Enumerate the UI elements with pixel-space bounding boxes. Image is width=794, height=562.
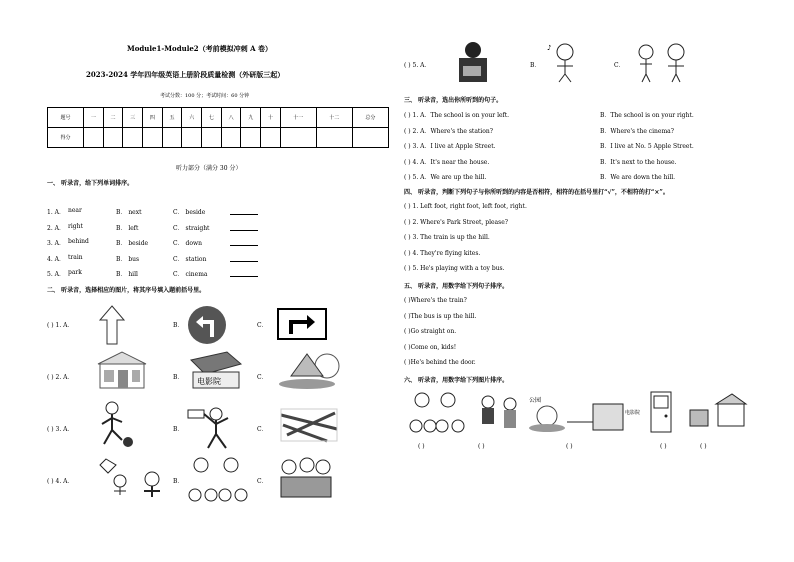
question-label: ( ) 5. A． (404, 62, 431, 69)
score-cell (143, 128, 163, 148)
sentence-option-a: ( ) 1. A．The school is on your left. (404, 112, 510, 119)
option-c-label: C． (257, 322, 268, 329)
answer-paren: ( ) (660, 443, 667, 450)
sentence-option-a: ( ) 4. A．It's near the house. (404, 158, 490, 166)
order-sentence: ( )He's behind the door. (404, 359, 476, 366)
question-number: 1. A． (47, 209, 65, 216)
score-header-cell: 一 (84, 108, 104, 128)
score-header-cell: 五 (162, 108, 182, 128)
train-and-house-picture (686, 390, 748, 434)
option-a: park (68, 269, 82, 276)
kids-cycling-picture (187, 455, 249, 503)
option-c: C． beside (173, 209, 206, 216)
sentence-option-a: ( ) 2. A．Where's the station? (404, 127, 493, 135)
option-c: C． station (173, 255, 207, 263)
cinema-picture (187, 350, 243, 390)
option-a: right (68, 222, 83, 230)
option-b-label: B． (173, 426, 184, 433)
score-cell (241, 128, 261, 148)
answer-blank[interactable] (230, 208, 258, 215)
judge-sentence: ( ) 5. He's playing with a toy bus. (404, 265, 505, 272)
order-sentence: ( )Come on, kids! (404, 343, 457, 351)
section6-title: 六、 听录音，用数字给下列图片排序。 (404, 377, 509, 384)
cinema-sign-text: 电影院 (197, 377, 221, 386)
score-table-header-row (48, 108, 389, 128)
score-header-cell: 八 (221, 108, 241, 128)
judge-sentence: ( ) 3. The train is up the hill. (404, 234, 490, 241)
svg-text:♪: ♪ (547, 44, 552, 52)
score-header-cell: 三 (123, 108, 143, 128)
question-number: 5. A． (47, 271, 65, 278)
basketball-picture (186, 402, 236, 450)
exam-title: Module1-Module2（考前模拟冲刺 A 卷） (127, 44, 272, 53)
option-c-label: C． (257, 426, 268, 433)
score-header-cell: 二 (103, 108, 123, 128)
score-cell (103, 128, 123, 148)
score-header-cell: 十 (261, 108, 281, 128)
sentence-option-b: B．It's next to the house. (600, 158, 677, 166)
score-cell (182, 128, 202, 148)
score-cell (84, 128, 104, 148)
score-cell (221, 128, 241, 148)
sentence-option-b: B．I live at No. 5 Apple Street. (600, 143, 694, 150)
option-c: C． cinema (173, 271, 208, 278)
score-header-cell: 十二 (316, 108, 352, 128)
park-picture (277, 350, 341, 390)
sentence-option-b: B．Where's the cinema? (600, 127, 674, 135)
shop-picture (96, 350, 148, 390)
cinema-label: 电影院 (625, 410, 641, 416)
section2-title: 二、 听录音，选择相应的图片，将其序号填入题前括号里。 (47, 287, 206, 294)
score-cell (123, 128, 143, 148)
question-label: ( ) 3. A． (47, 426, 74, 433)
kites-picture (277, 405, 341, 445)
question-number: 4. A． (47, 255, 65, 263)
section4-title: 四、 听录音，判断下列句子与你所听到的内容是否相符，相符的在括号里打“√”，不相符的打“×”。 (404, 189, 669, 196)
question-label: ( ) 1. A． (47, 322, 74, 329)
section5-title: 五、 听录音，用数字给下列句子排序。 (404, 283, 509, 290)
answer-paren: ( ) (478, 443, 485, 450)
judge-sentence: ( ) 4. They're flying kites. (404, 249, 481, 257)
park-label: 公园 (529, 397, 542, 404)
sentence-option-b: B．The school is on your right. (600, 112, 694, 119)
woman-reading-picture (455, 40, 491, 84)
option-a: behind (68, 238, 89, 245)
boy-football-picture (98, 400, 134, 450)
order-sentence: ( )Where's the train? (404, 297, 467, 304)
score-cell (261, 128, 281, 148)
score-header-cell: 总分 (352, 108, 388, 128)
option-b: B． left (116, 224, 139, 232)
answer-blank[interactable] (230, 255, 258, 262)
group-kids-picture (277, 455, 335, 503)
listening-header: 听力部分（满分 30 分） (176, 165, 242, 172)
option-b: B． bus (116, 255, 140, 263)
kids-flying-kite-picture (98, 455, 170, 501)
option-b-label: B． (173, 322, 184, 329)
arrow-up-picture (98, 304, 126, 346)
boys-cycling-picture (406, 390, 466, 434)
girl-singing-picture (545, 40, 583, 84)
judge-sentence: ( ) 1. Left foot, right foot, left foot, right. (404, 203, 527, 210)
option-a: train (68, 253, 83, 261)
door-picture (648, 390, 674, 434)
score-row-label: 得分 (48, 128, 84, 148)
option-b-label: B． (173, 374, 184, 381)
judge-sentence: ( ) 2. Where's Park Street, please? (404, 218, 508, 226)
question-label: ( ) 4. A． (47, 478, 74, 485)
score-header-cell: 六 (182, 108, 202, 128)
sentence-option-a: ( ) 3. A．I live at Apple Street. (404, 143, 496, 150)
option-b-label: B． (530, 62, 541, 69)
option-c-label: C． (257, 374, 268, 381)
score-header-cell: 十一 (280, 108, 316, 128)
park-and-cinema-picture (527, 392, 651, 434)
score-cell (352, 128, 388, 148)
answer-blank[interactable] (230, 270, 258, 277)
score-cell (162, 128, 182, 148)
answer-paren: ( ) (566, 443, 573, 450)
option-c-label: C． (614, 62, 625, 69)
turn-left-sign-picture (187, 305, 227, 345)
option-b: B． beside (116, 240, 149, 247)
answer-paren: ( ) (418, 443, 425, 450)
sentence-option-b: B．We are down the hill. (600, 174, 676, 181)
option-b: B． next (116, 209, 142, 216)
exam-subtitle: 2023-2024 学年四年级英语上册阶段质量检测（外研版三起） (86, 70, 285, 79)
score-header-cell: 四 (143, 108, 163, 128)
turn-right-sign-picture (277, 308, 327, 340)
score-header-cell: 七 (202, 108, 222, 128)
score-table (47, 107, 389, 148)
section1-title: 一、 听录音，给下列单词排序。 (47, 180, 134, 187)
score-header-cell: 九 (241, 108, 261, 128)
score-header-cell: 题号 (48, 108, 84, 128)
score-table-score-row (48, 128, 389, 148)
option-a: near (68, 207, 82, 214)
score-cell (280, 128, 316, 148)
option-b: B． hill (116, 271, 138, 278)
people-walking-picture (474, 392, 524, 434)
answer-blank[interactable] (230, 224, 258, 231)
question-number: 2. A． (47, 224, 65, 232)
question-label: ( ) 2. A． (47, 374, 74, 381)
sentence-option-a: ( ) 5. A．We are up the hill. (404, 174, 487, 181)
option-c: C． down (173, 240, 202, 247)
option-c: C． straight (173, 224, 210, 232)
answer-paren: ( ) (700, 443, 707, 450)
option-b-label: B． (173, 478, 184, 485)
score-cell (202, 128, 222, 148)
question-number: 3. A． (47, 240, 65, 247)
order-sentence: ( )Go straight on. (404, 328, 457, 335)
answer-blank[interactable] (230, 239, 258, 246)
section3-title: 三、 听录音，选出你所听到的句子。 (404, 97, 503, 104)
option-c-label: C． (257, 478, 268, 485)
boy-and-girl-picture (630, 42, 694, 84)
exam-info: 考试分数：100 分；考试时间：60 分钟 (160, 93, 250, 99)
score-cell (316, 128, 352, 148)
order-sentence: ( )The bus is up the hill. (404, 312, 477, 320)
